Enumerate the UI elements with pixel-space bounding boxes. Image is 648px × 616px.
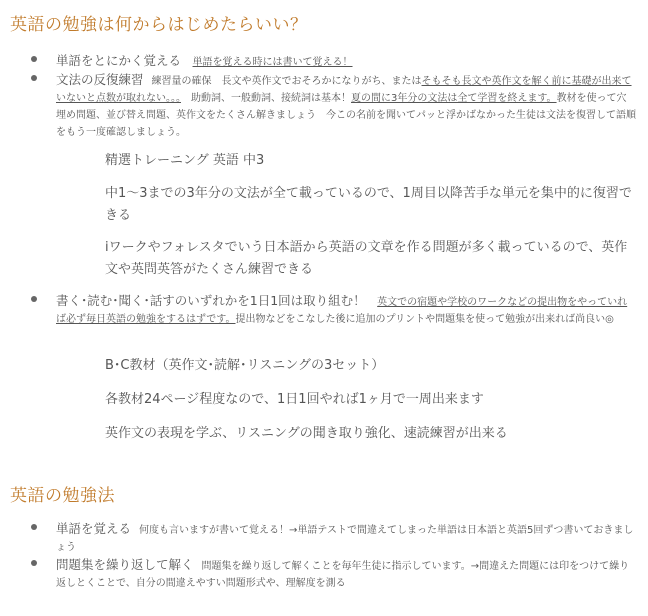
bullet-dot: [31, 56, 37, 62]
bullet-dot: [31, 560, 37, 566]
item-note: 問題集を繰り返して解くことを毎年生徒に指示しています。→間違えた問題には印をつけて繰り返しとくことで、自分の間違えやすい問題形式や、理解度を測る: [56, 561, 630, 589]
bullet-dot: [31, 296, 37, 302]
item-note: 提出物などをこなした後に追加のプリントや問題集を使って勉強が出来れば尚良い◎: [235, 314, 614, 325]
section-heading: 英語の勉強法: [10, 486, 115, 506]
item-note-underlined: そもそも長文や英作文を解く前に基礎が出来ていないと点数が取れない。。。: [56, 76, 632, 104]
list-item: [31, 72, 636, 141]
item-note-underlined: 英文での宿題や学校のワークなどの提出物をやっていれば必ず毎日英語の勉強をするはずです。: [56, 297, 628, 325]
item-note: 教材を使って穴埋め問題、並び替え問題、英作文をたくさん解きましょう 今この名前を聞いてパッと浮かばなかった生徒は文法を復習して語順をもう一度確認しましょう。: [56, 93, 636, 138]
item-note: 単語を覚える時には書いて覚える！: [192, 57, 353, 68]
bullet-dot: [31, 75, 37, 81]
item-lead: 書く･読む･聞く･話すのいずれかを1日1回は取り組む！: [56, 293, 366, 308]
textbook-title: 精選トレーニング 英語 中3: [105, 153, 265, 168]
item-note: 練習量の確保 長文や英作文でおそろかになりがち、または: [151, 76, 422, 87]
item-lead: 文法の反復練習: [56, 72, 144, 87]
page-title: 英語の勉強は何からはじめたらいい？: [10, 15, 308, 35]
list-item: [31, 53, 636, 71]
item-note: 何度も言いますが書いて覚える！→単語テストで間違えてしまった単語は日本語と英語5回ずつ書いておきましょう: [56, 525, 634, 553]
textbook-description: 各教材24ページ程度なので、1日1回やれば1ヶ月で一周出来ます: [105, 392, 484, 407]
list-item: [31, 521, 636, 556]
bullet-dot: [31, 524, 37, 530]
item-lead: 単語を覚える: [56, 521, 132, 536]
item-lead: 単語をとにかく覚える: [56, 53, 182, 68]
item-note-underlined: 夏の間に3年分の文法は全て学習を終えます。: [351, 93, 557, 104]
textbook-description: 中1～3までの3年分の文法が全て載っているので、1周目以降苦手な単元を集中的に復習できる: [105, 186, 632, 223]
list-item: [31, 293, 636, 328]
textbook-description: iワークやフォレスタでいう日本語から英語の文章を作る問題が多く載っているので、英作文や英問英答がたくさん練習できる: [105, 240, 628, 277]
item-note: 助動詞、一般動詞、接続詞は基本！: [181, 93, 351, 104]
list-item: [31, 557, 636, 592]
item-lead: 問題集を繰り返して解く: [56, 557, 194, 572]
textbook-description: 英作文の表現を学ぶ、リスニングの聞き取り強化、速読練習が出来る: [105, 426, 508, 441]
textbook-title: B･C教材（英作文･読解･リスニングの3セット）: [105, 358, 385, 373]
